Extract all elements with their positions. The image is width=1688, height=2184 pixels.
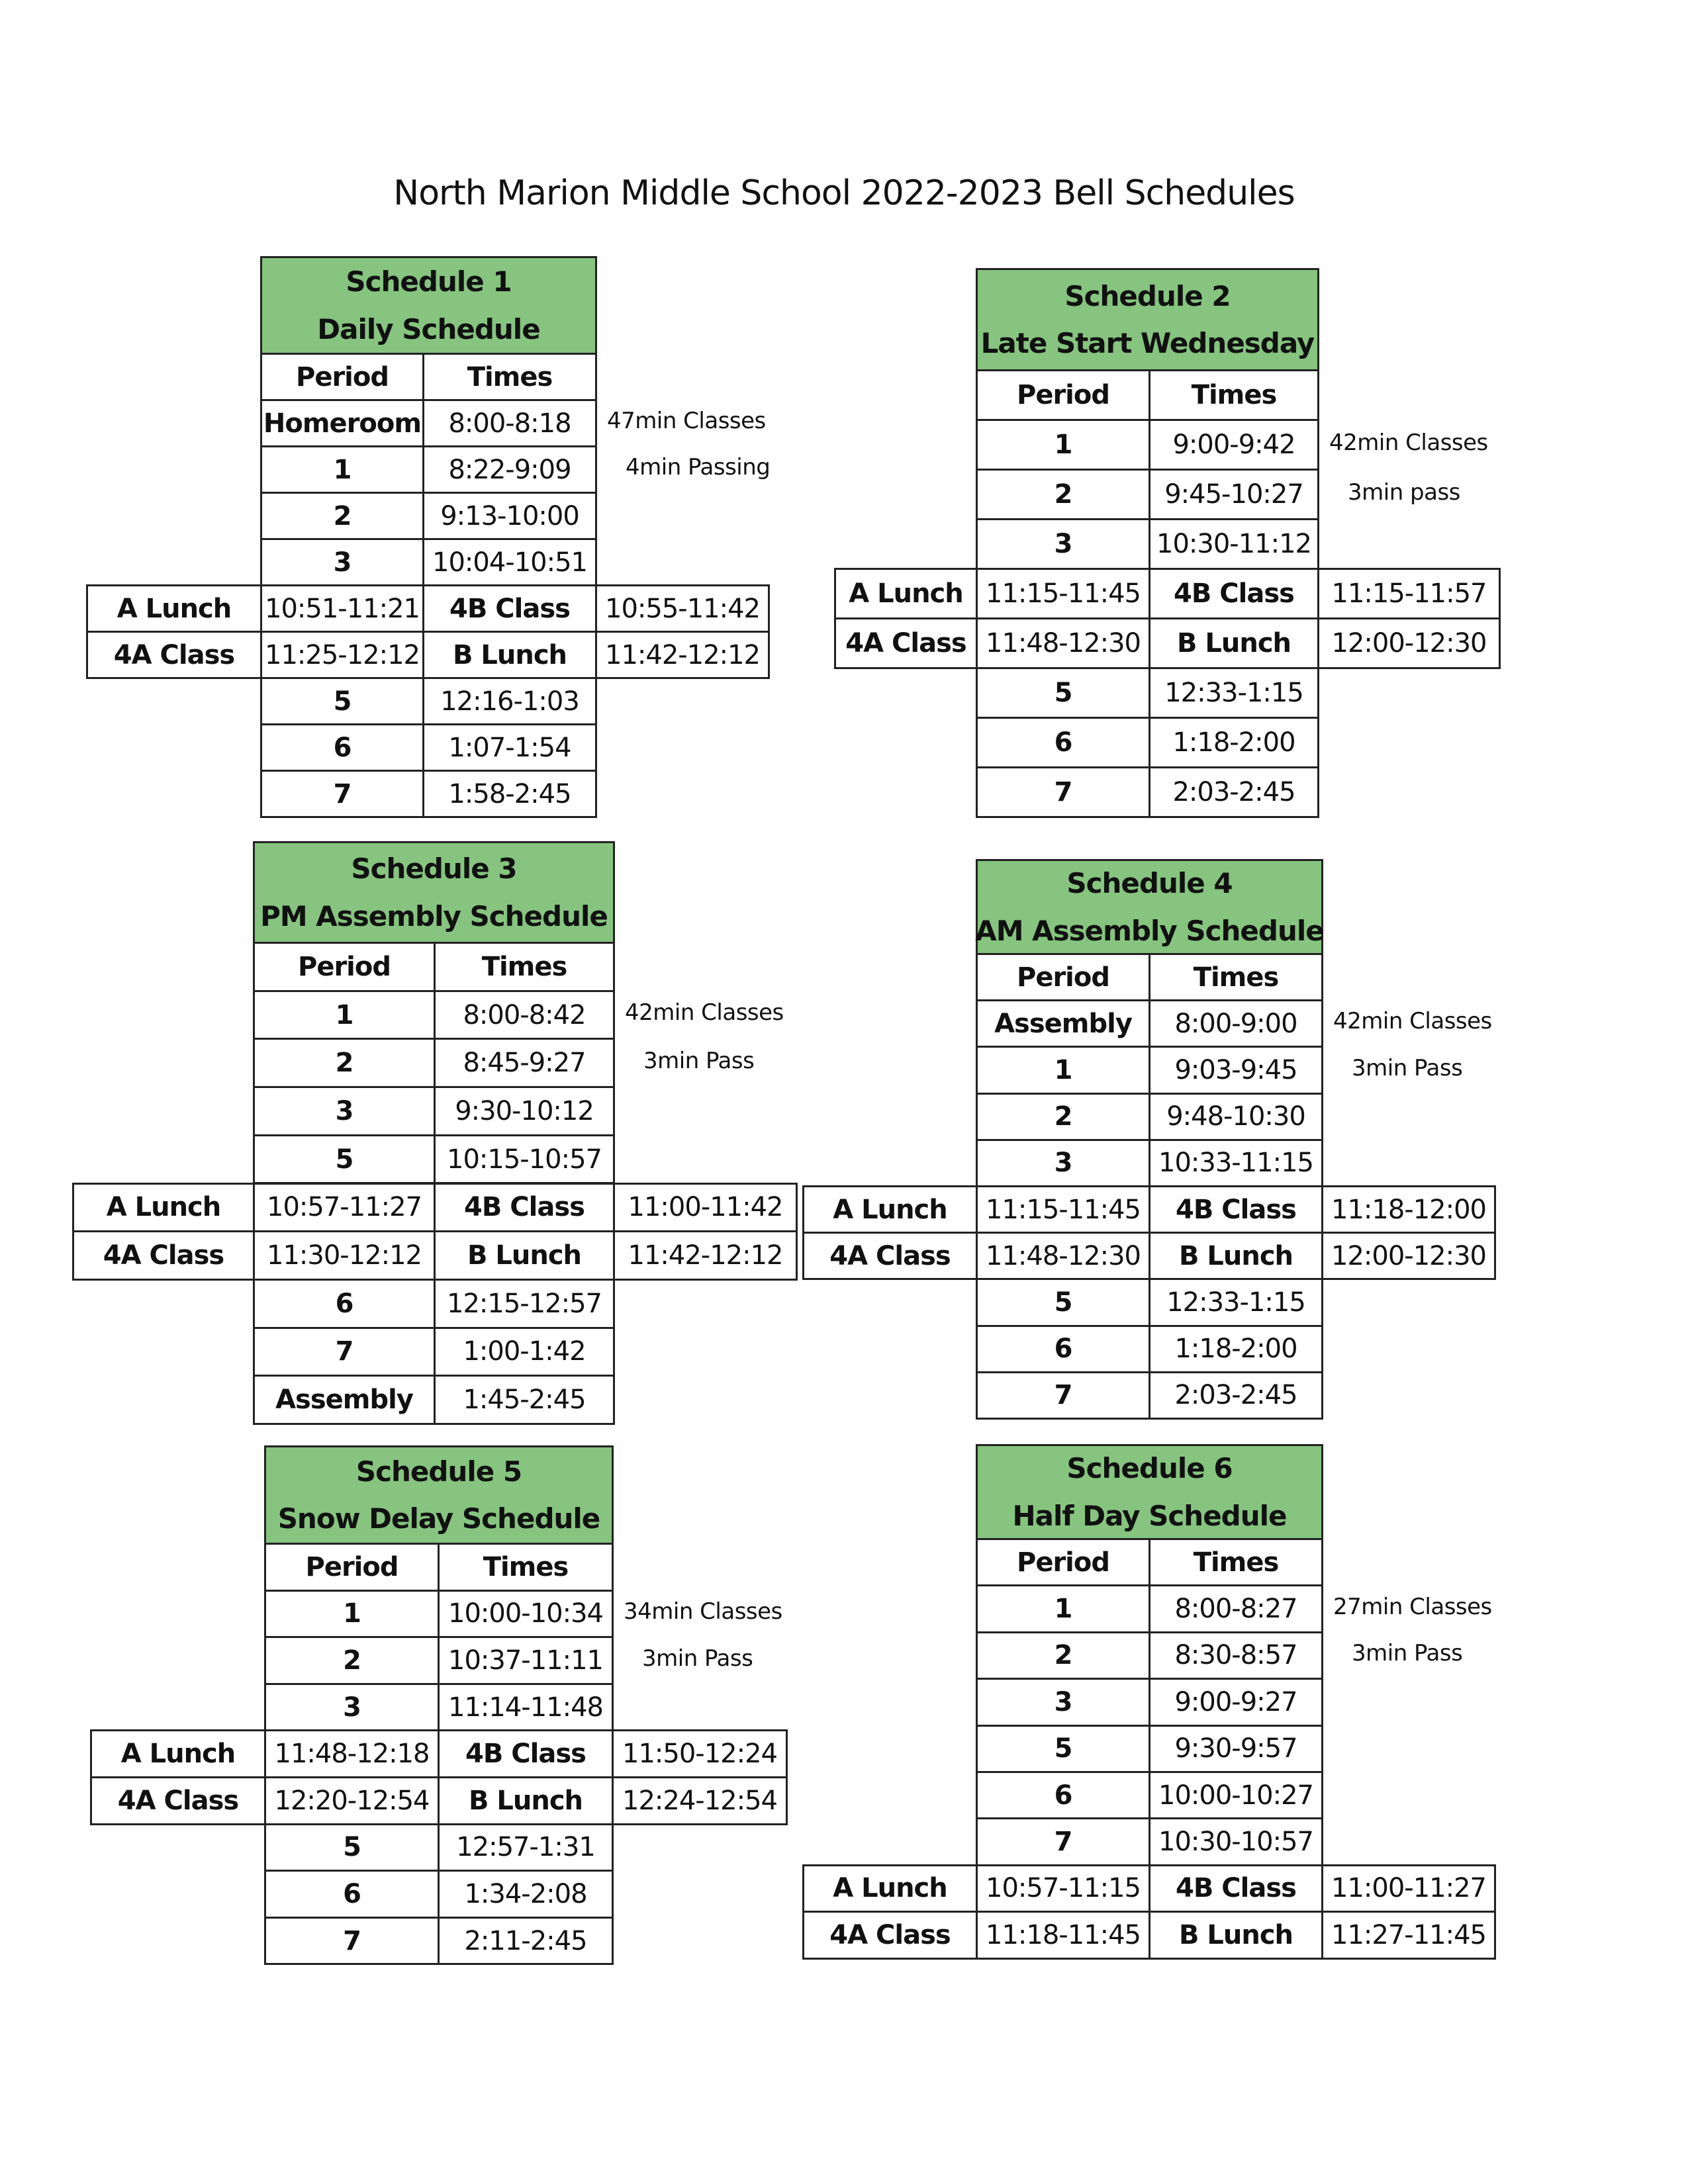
time-cell: 1:58-2:45 xyxy=(422,770,597,818)
schedule-header xyxy=(976,268,1319,371)
period-cell: 6 xyxy=(260,723,424,772)
time-cell: 1:07-1:54 xyxy=(422,723,597,772)
time-cell: 8:22-9:09 xyxy=(422,445,597,494)
schedule-note: 4min Passing xyxy=(626,454,771,480)
page-title: North Marion Middle School 2022-2023 Bell Schedules xyxy=(393,173,1295,213)
period-cell: 5 xyxy=(253,1134,436,1185)
lunch-time: 11:42-12:12 xyxy=(595,631,770,679)
lunch-label: 4A Class xyxy=(802,1911,978,1959)
time-cell: 8:00-8:27 xyxy=(1149,1584,1323,1633)
time-cell: 12:33-1:15 xyxy=(1149,1278,1323,1326)
time-cell: 10:15-10:57 xyxy=(434,1134,615,1185)
time-cell: 10:37-11:11 xyxy=(438,1636,614,1685)
time-cell: 1:45-2:45 xyxy=(434,1375,615,1425)
lunch-time: 10:57-11:27 xyxy=(253,1183,436,1233)
column-header-period: Period xyxy=(976,1538,1150,1586)
lunch-label: A Lunch xyxy=(802,1864,978,1913)
lunch-time: 11:48-12:18 xyxy=(264,1729,440,1778)
time-cell: 10:30-10:57 xyxy=(1149,1817,1323,1866)
lunch-label: 4B Class xyxy=(434,1183,615,1233)
time-cell: 2:03-2:45 xyxy=(1149,766,1319,818)
column-header-times: Times xyxy=(1149,1538,1323,1586)
period-cell: 7 xyxy=(976,1817,1150,1866)
period-cell: 3 xyxy=(264,1683,440,1732)
period-cell: Assembly xyxy=(976,999,1150,1048)
lunch-time: 11:42-12:12 xyxy=(613,1230,798,1281)
schedule-note: 3min Pass xyxy=(642,1645,753,1672)
time-cell: 10:00-10:27 xyxy=(1149,1771,1323,1819)
time-cell: 1:34-2:08 xyxy=(438,1870,614,1919)
lunch-time: 12:24-12:54 xyxy=(612,1776,788,1825)
schedule-note: 27min Classes xyxy=(1333,1593,1492,1620)
lunch-label: 4B Class xyxy=(1149,568,1319,619)
schedule-name: Schedule 1 xyxy=(346,265,512,298)
time-cell: 2:03-2:45 xyxy=(1149,1371,1323,1420)
lunch-label: 4B Class xyxy=(438,1729,614,1778)
time-cell: 8:00-8:42 xyxy=(434,990,615,1040)
lunch-time: 11:15-11:57 xyxy=(1317,568,1501,619)
period-cell: 3 xyxy=(976,1678,1150,1726)
schedule-name: Schedule 4 xyxy=(1066,867,1233,900)
column-header-times: Times xyxy=(434,942,615,992)
column-header-period: Period xyxy=(253,942,436,992)
time-cell: 9:30-10:12 xyxy=(434,1086,615,1136)
schedule-subtitle: Late Start Wednesday xyxy=(980,327,1315,359)
schedule-subtitle: Daily Schedule xyxy=(317,312,540,345)
schedule-header xyxy=(260,256,597,355)
lunch-time: 11:25-12:12 xyxy=(260,631,424,679)
lunch-label: 4A Class xyxy=(834,617,978,669)
period-cell: 3 xyxy=(253,1086,436,1136)
lunch-time: 10:57-11:15 xyxy=(976,1864,1150,1913)
lunch-label: B Lunch xyxy=(434,1230,615,1281)
schedule-subtitle: Half Day Schedule xyxy=(1012,1499,1287,1532)
schedule-subtitle: PM Assembly Schedule xyxy=(260,899,608,933)
lunch-time: 11:30-12:12 xyxy=(253,1230,436,1281)
lunch-label: A Lunch xyxy=(802,1185,978,1234)
time-cell: 9:00-9:27 xyxy=(1149,1678,1323,1726)
time-cell: 8:00-9:00 xyxy=(1149,999,1323,1048)
schedule-note: 42min Classes xyxy=(1333,1008,1492,1035)
lunch-time: 12:00-12:30 xyxy=(1321,1232,1496,1280)
lunch-label: 4A Class xyxy=(802,1232,978,1280)
time-cell: 12:15-12:57 xyxy=(434,1279,615,1329)
column-header-times: Times xyxy=(1149,953,1323,1001)
period-cell: 5 xyxy=(976,1278,1150,1326)
lunch-time: 11:18-11:45 xyxy=(976,1911,1150,1959)
schedule-note: 3min Pass xyxy=(1352,1640,1463,1666)
schedule-name: Schedule 3 xyxy=(351,852,517,886)
time-cell: 12:57-1:31 xyxy=(438,1823,614,1872)
time-cell: 8:30-8:57 xyxy=(1149,1631,1323,1680)
time-cell: 9:03-9:45 xyxy=(1149,1046,1323,1094)
schedule-note: 3min Pass xyxy=(1352,1054,1463,1081)
period-cell: 1 xyxy=(264,1590,440,1639)
schedule-note: 34min Classes xyxy=(624,1598,782,1625)
lunch-label: A Lunch xyxy=(834,568,978,619)
period-cell: 2 xyxy=(264,1636,440,1685)
lunch-label: 4B Class xyxy=(422,584,597,633)
lunch-time: 12:00-12:30 xyxy=(1317,617,1501,669)
period-cell: 7 xyxy=(264,1917,440,1966)
period-cell: 1 xyxy=(976,419,1150,471)
lunch-time: 12:20-12:54 xyxy=(264,1776,440,1825)
lunch-time: 11:50-12:24 xyxy=(612,1729,788,1778)
schedule-header xyxy=(976,1444,1323,1540)
period-cell: 2 xyxy=(976,1093,1150,1141)
period-cell: 1 xyxy=(976,1584,1150,1633)
schedule-subtitle: Snow Delay Schedule xyxy=(277,1502,600,1535)
time-cell: 10:04-10:51 xyxy=(422,538,597,586)
lunch-label: B Lunch xyxy=(422,631,597,679)
lunch-time: 11:00-11:42 xyxy=(613,1183,798,1233)
lunch-time: 11:48-12:30 xyxy=(976,1232,1150,1280)
time-cell: 9:48-10:30 xyxy=(1149,1093,1323,1141)
schedule-note: 42min Classes xyxy=(625,999,784,1026)
lunch-label: 4A Class xyxy=(90,1776,266,1825)
column-header-times: Times xyxy=(1149,369,1319,421)
schedule-note: 3min pass xyxy=(1348,478,1460,506)
period-cell: 5 xyxy=(264,1823,440,1872)
time-cell: 12:16-1:03 xyxy=(422,677,597,725)
period-cell: Homeroom xyxy=(260,399,424,447)
schedule-note: 47min Classes xyxy=(607,408,766,434)
time-cell: 9:00-9:42 xyxy=(1149,419,1319,471)
period-cell: 6 xyxy=(976,1771,1150,1819)
lunch-label: 4B Class xyxy=(1149,1864,1323,1913)
time-cell: 9:13-10:00 xyxy=(422,492,597,540)
period-cell: Assembly xyxy=(253,1375,436,1425)
schedule-subtitle: AM Assembly Schedule xyxy=(975,914,1324,947)
time-cell: 2:11-2:45 xyxy=(438,1917,614,1966)
period-cell: 2 xyxy=(260,492,424,540)
period-cell: 3 xyxy=(976,1139,1150,1187)
schedule-name: Schedule 2 xyxy=(1064,279,1231,312)
schedule-name: Schedule 5 xyxy=(355,1455,522,1488)
time-cell: 1:00-1:42 xyxy=(434,1327,615,1377)
lunch-time: 11:18-12:00 xyxy=(1321,1185,1496,1234)
column-header-times: Times xyxy=(422,353,597,401)
time-cell: 1:18-2:00 xyxy=(1149,1325,1323,1373)
period-cell: 5 xyxy=(260,677,424,725)
time-cell: 10:30-11:12 xyxy=(1149,518,1319,570)
lunch-label: A Lunch xyxy=(90,1729,266,1778)
period-cell: 2 xyxy=(253,1038,436,1088)
lunch-time: 11:15-11:45 xyxy=(976,568,1150,619)
lunch-label: B Lunch xyxy=(438,1776,614,1825)
column-header-period: Period xyxy=(260,353,424,401)
lunch-time: 10:51-11:21 xyxy=(260,584,424,633)
schedule-header xyxy=(264,1445,614,1545)
schedule-header xyxy=(253,841,615,944)
lunch-time: 11:48-12:30 xyxy=(976,617,1150,669)
time-cell: 12:33-1:15 xyxy=(1149,667,1319,719)
period-cell: 6 xyxy=(976,717,1150,768)
time-cell: 11:14-11:48 xyxy=(438,1683,614,1732)
period-cell: 5 xyxy=(976,667,1150,719)
time-cell: 9:45-10:27 xyxy=(1149,469,1319,520)
schedule-note: 3min Pass xyxy=(643,1047,755,1074)
period-cell: 2 xyxy=(976,1631,1150,1680)
period-cell: 6 xyxy=(976,1325,1150,1373)
lunch-label: A Lunch xyxy=(72,1183,255,1233)
time-cell: 9:30-9:57 xyxy=(1149,1725,1323,1773)
lunch-label: B Lunch xyxy=(1149,1232,1323,1280)
period-cell: 6 xyxy=(253,1279,436,1329)
time-cell: 8:45-9:27 xyxy=(434,1038,615,1088)
period-cell: 2 xyxy=(976,469,1150,520)
column-header-period: Period xyxy=(976,369,1150,421)
lunch-time: 10:55-11:42 xyxy=(595,584,770,633)
period-cell: 3 xyxy=(260,538,424,586)
period-cell: 7 xyxy=(260,770,424,818)
schedule-name: Schedule 6 xyxy=(1066,1452,1233,1485)
period-cell: 5 xyxy=(976,1725,1150,1773)
period-cell: 7 xyxy=(253,1327,436,1377)
period-cell: 7 xyxy=(976,1371,1150,1420)
period-cell: 6 xyxy=(264,1870,440,1919)
lunch-label: B Lunch xyxy=(1149,1911,1323,1959)
schedule-note: 42min Classes xyxy=(1329,429,1488,456)
lunch-time: 11:00-11:27 xyxy=(1321,1864,1496,1913)
period-cell: 1 xyxy=(976,1046,1150,1094)
lunch-label: 4A Class xyxy=(86,631,262,679)
period-cell: 3 xyxy=(976,518,1150,570)
period-cell: 1 xyxy=(260,445,424,494)
lunch-time: 11:27-11:45 xyxy=(1321,1911,1496,1959)
time-cell: 8:00-8:18 xyxy=(422,399,597,447)
lunch-label: 4B Class xyxy=(1149,1185,1323,1234)
column-header-period: Period xyxy=(976,953,1150,1001)
time-cell: 1:18-2:00 xyxy=(1149,717,1319,768)
time-cell: 10:00-10:34 xyxy=(438,1590,614,1639)
column-header-times: Times xyxy=(438,1543,614,1592)
time-cell: 10:33-11:15 xyxy=(1149,1139,1323,1187)
lunch-label: B Lunch xyxy=(1149,617,1319,669)
lunch-label: 4A Class xyxy=(72,1230,255,1281)
lunch-time: 11:15-11:45 xyxy=(976,1185,1150,1234)
schedule-header xyxy=(976,859,1323,955)
period-cell: 7 xyxy=(976,766,1150,818)
lunch-label: A Lunch xyxy=(86,584,262,633)
column-header-period: Period xyxy=(264,1543,440,1592)
period-cell: 1 xyxy=(253,990,436,1040)
